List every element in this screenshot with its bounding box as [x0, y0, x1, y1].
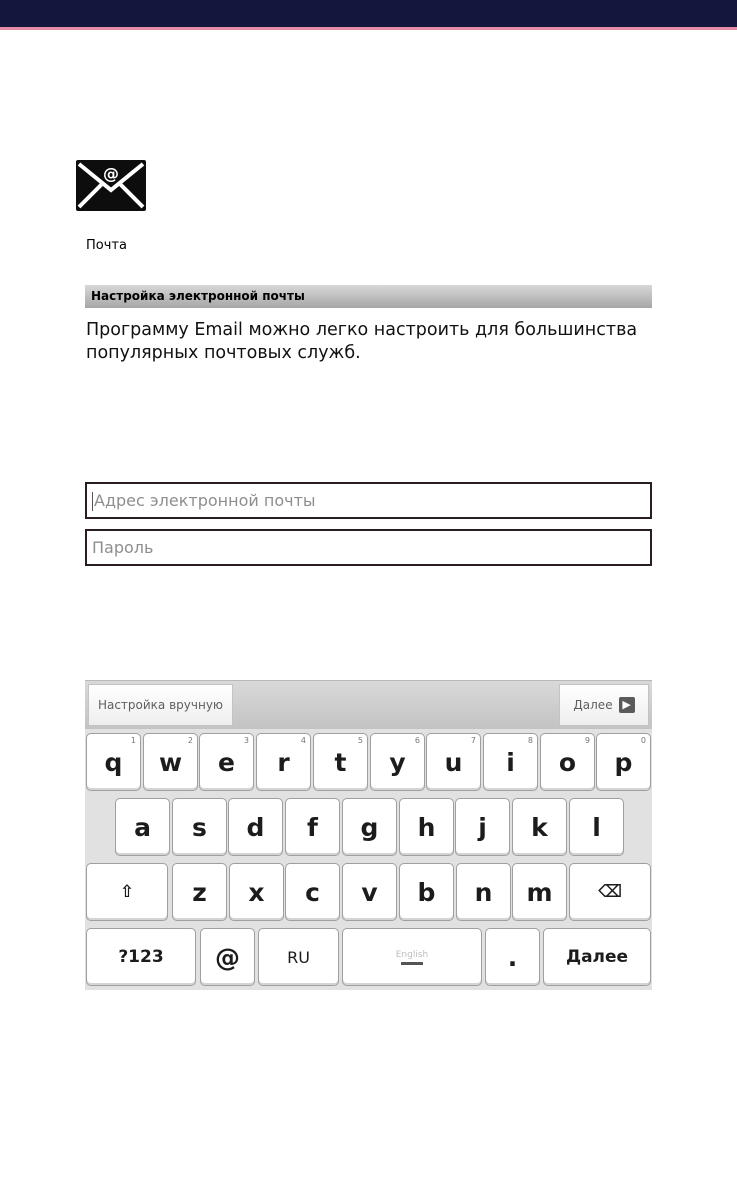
key-y[interactable]	[370, 733, 425, 791]
key-l[interactable]	[569, 798, 624, 856]
key-a-label: a	[134, 812, 151, 842]
key-n-label: n	[474, 877, 493, 907]
at-key-label: @	[215, 942, 240, 972]
mail-icon[interactable]	[76, 160, 146, 211]
arrow-right-icon: ▶	[619, 697, 635, 713]
language-key-label: RU	[287, 947, 310, 967]
shift-key-label: ⇧	[119, 882, 135, 902]
at-key[interactable]	[200, 928, 255, 986]
key-number-hint: 4	[300, 736, 306, 745]
key-s-label: s	[192, 812, 207, 842]
next-strip-button[interactable]	[559, 684, 649, 726]
app-label: Почта	[86, 238, 127, 253]
key-p-label: p	[614, 747, 633, 777]
key-l-label: l	[592, 812, 601, 842]
key-k[interactable]	[512, 798, 567, 856]
key-z-label: z	[192, 877, 207, 907]
key-i-label: i	[506, 747, 515, 777]
key-d-label: d	[246, 812, 265, 842]
key-f[interactable]	[285, 798, 340, 856]
email-placeholder: Адрес электронной почты	[94, 491, 316, 510]
key-number-hint: 0	[640, 736, 646, 745]
backspace-key-label: ⌫	[597, 882, 623, 902]
key-p[interactable]	[596, 733, 651, 791]
key-a[interactable]	[115, 798, 170, 856]
key-v[interactable]	[342, 863, 397, 921]
key-j[interactable]	[455, 798, 510, 856]
key-b-label: b	[417, 877, 436, 907]
space-language-label: English	[395, 949, 429, 960]
key-m-label: m	[526, 877, 553, 907]
space-bar-icon	[401, 962, 423, 965]
key-number-hint: 8	[527, 736, 533, 745]
key-q[interactable]	[86, 733, 141, 791]
key-z[interactable]	[172, 863, 227, 921]
key-i[interactable]	[483, 733, 538, 791]
key-v-label: v	[361, 877, 378, 907]
setup-description: Программу Email можно легко настроить для большинства популярных почтовых служб.	[86, 320, 638, 363]
symbols-key-label: ?123	[118, 947, 164, 967]
key-r[interactable]	[256, 733, 311, 791]
key-h[interactable]	[399, 798, 454, 856]
key-f-label: f	[307, 812, 318, 842]
key-number-hint: 2	[187, 736, 193, 745]
section-header: Настройка электронной почты	[85, 285, 652, 308]
key-u-label: u	[444, 747, 463, 777]
key-number-hint: 5	[357, 736, 363, 745]
key-r-label: r	[277, 747, 290, 777]
next-strip-label: Далее	[573, 698, 613, 712]
on-screen-keyboard	[85, 680, 652, 990]
next-key-label: Далее	[565, 947, 629, 967]
key-number-hint: 1	[130, 736, 136, 745]
manual-setup-button[interactable]: Настройка вручную	[88, 684, 233, 726]
key-w-label: w	[158, 747, 183, 777]
key-d[interactable]	[228, 798, 283, 856]
keyboard-keys	[85, 733, 652, 990]
key-t[interactable]	[313, 733, 368, 791]
key-k-label: k	[531, 812, 548, 842]
key-w[interactable]	[143, 733, 198, 791]
key-b[interactable]	[399, 863, 454, 921]
key-c-label: c	[305, 877, 320, 907]
key-number-hint: 3	[243, 736, 249, 745]
key-e[interactable]	[199, 733, 254, 791]
key-number-hint: 6	[414, 736, 420, 745]
key-s[interactable]	[172, 798, 227, 856]
svg-text:@: @	[103, 164, 119, 183]
key-m[interactable]	[512, 863, 567, 921]
key-number-hint: 9	[584, 736, 590, 745]
password-placeholder: Пароль	[92, 538, 154, 557]
keyboard-action-strip	[85, 681, 652, 729]
key-t-label: t	[334, 747, 347, 777]
key-g[interactable]	[342, 798, 397, 856]
key-number-hint: 7	[470, 736, 476, 745]
period-key[interactable]	[485, 928, 540, 986]
key-x-label: x	[248, 877, 265, 907]
backspace-key[interactable]	[569, 863, 651, 921]
period-key-label: .	[507, 942, 518, 972]
shift-key[interactable]	[86, 863, 168, 921]
symbols-key[interactable]	[86, 928, 196, 986]
key-n[interactable]	[456, 863, 511, 921]
key-x[interactable]	[229, 863, 284, 921]
top-banner	[0, 0, 737, 27]
next-key[interactable]	[543, 928, 651, 986]
key-j-label: j	[478, 812, 487, 842]
key-g-label: g	[360, 812, 379, 842]
top-accent-line	[0, 27, 737, 30]
key-y-label: y	[389, 747, 406, 777]
email-input[interactable]	[85, 482, 652, 519]
space-key[interactable]	[342, 928, 482, 986]
key-q-label: q	[104, 747, 123, 777]
key-o[interactable]	[540, 733, 595, 791]
key-e-label: e	[218, 747, 235, 777]
password-input[interactable]	[85, 529, 652, 566]
key-c[interactable]	[285, 863, 340, 921]
text-cursor	[92, 492, 93, 511]
key-h-label: h	[417, 812, 436, 842]
key-o-label: o	[558, 747, 577, 777]
key-u[interactable]	[426, 733, 481, 791]
language-key[interactable]	[258, 928, 339, 986]
